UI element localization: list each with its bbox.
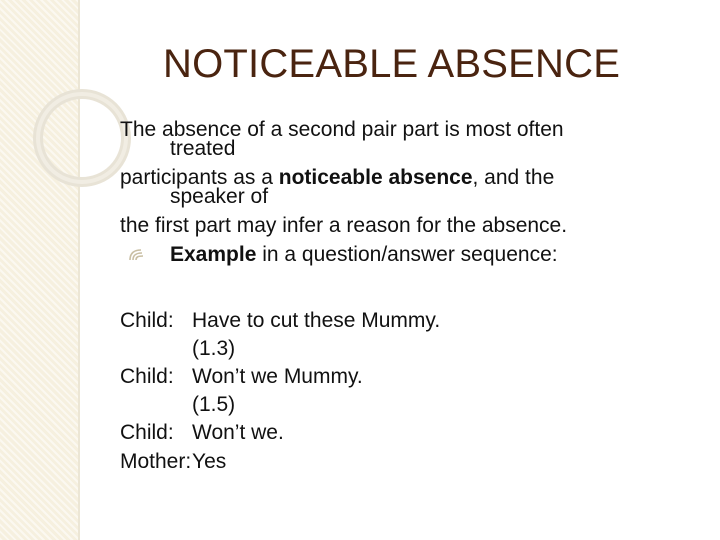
bullet-bold-label: Example — [170, 243, 257, 266]
paragraph-text: participants as a — [120, 166, 279, 189]
transcript — [120, 306, 440, 476]
paragraph-text: , and the — [472, 166, 555, 189]
decorative-side-panel — [0, 0, 78, 540]
speaker-label: Child: — [120, 421, 174, 444]
utterance: Yes — [192, 450, 227, 473]
utterance: Won’t we Mummy. — [192, 365, 363, 388]
slide-title: NOTICEABLE ABSENCE — [163, 42, 621, 86]
bullet-flourish-icon — [128, 248, 144, 262]
side-divider — [78, 0, 80, 540]
transcript-line — [120, 306, 440, 335]
paragraph-line: the first part may infer a reason for the absence. — [120, 214, 568, 237]
speaker-label: Child: — [120, 365, 174, 388]
pause-duration: (1.3) — [192, 337, 236, 360]
paragraph-wrap-line: speaker of — [170, 185, 269, 208]
utterance: Won’t we. — [192, 421, 284, 444]
transcript-line — [120, 362, 440, 391]
speaker-label: Mother: — [120, 450, 192, 473]
emphasis-term: noticeable absence — [278, 166, 473, 189]
pause-duration: (1.5) — [192, 393, 236, 416]
transcript-line — [120, 447, 440, 476]
paragraph-wrap-line: treated — [170, 137, 236, 160]
body-text — [120, 116, 680, 268]
transcript-line — [120, 418, 440, 447]
utterance: Have to cut these Mummy. — [192, 309, 441, 332]
bullet-text: in a question/answer sequence: — [256, 243, 558, 266]
paragraph-line: The absence of a second pair part is most often — [120, 118, 564, 141]
bullet-item — [120, 241, 680, 268]
speaker-label: Child: — [120, 309, 174, 332]
